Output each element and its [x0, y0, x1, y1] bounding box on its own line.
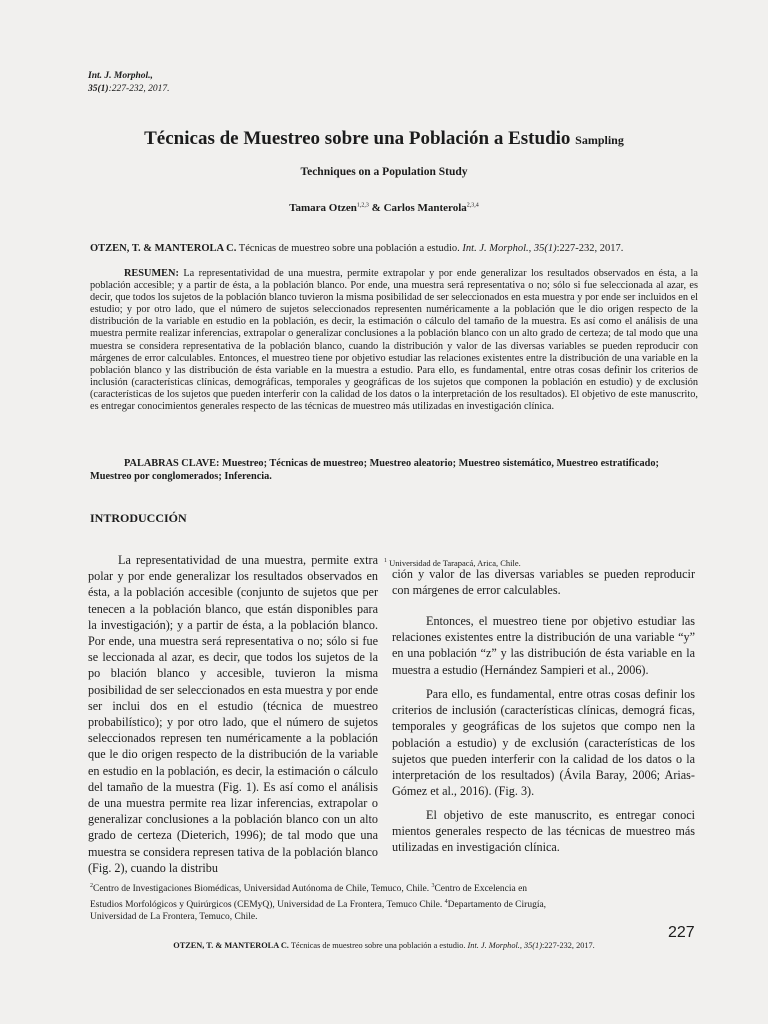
article-title: [0, 128, 768, 150]
keywords-label: PALABRAS CLAVE:: [124, 458, 220, 469]
citation-journal: Int. J. Morphol., 35(1): [462, 243, 557, 254]
citation-line: [90, 243, 623, 254]
affiliation-1-sup: 1: [384, 558, 387, 564]
intro-left-text: La representatividad de una muestra, permite extra polar y por ende generalizar los resultados observados en ésta, a la población accesible (conjunto de sujetos que per tenecen a la población blanco, que están disponibles para la investigación); y a partir de ésta, a la población blanco. Por ende, una muestra será representativa o no; sólo si fue se leccionada al azar, es decir, que todos los sujetos de la po blación blanco y accesible, tuvieron la misma posibilidad de ser seleccionados en esta muestra y por ende ser inclui dos en el estudio (técnica de muestreo probabilístico); y por otro lado, que el número de sujetos seleccionados represen ten numéricamente a la población que le dio origen respecto de la distribución de la variable en estudio en la población, es decir, la estimación o cálculo del tamaño de la muestra (Fig. 1). Es así como el análisis de una muestra permite rea lizar inferencias, extrapolar o generalizar conclusiones a la población blanco con un alto grado de certeza (Dieterich, 1996); de tal modo que una muestra se considera represen tativa de la población blanco (Fig. 2), cuando la distribu: [88, 553, 378, 875]
running-footer: [0, 941, 768, 950]
author-separator: &: [368, 202, 384, 214]
intro-right-p3-text: El objetivo de este manuscrito, es entregar conoci mientos generales respecto de las técnicas de muestreo más utilizadas en investigación clínica.: [392, 808, 695, 855]
citation-authors: OTZEN, T. & MANTEROLA C.: [90, 243, 237, 254]
footnote-3-sup: 3: [431, 883, 435, 889]
journal-pages-year: :227-232, 2017.: [108, 84, 170, 94]
intro-left-column: [88, 552, 378, 876]
journal-volume-issue: 35(1): [88, 84, 109, 94]
author-2-affiliations: 2,3,4: [466, 202, 479, 209]
footer-pages: :227-232, 2017.: [541, 941, 595, 950]
author-1: Tamara Otzen: [289, 202, 357, 214]
title-english-inline: Sampling: [575, 133, 624, 147]
author-1-affiliations: 1,2,3: [356, 202, 369, 209]
section-heading-introduction: INTRODUCCIÓN: [90, 511, 187, 525]
footnotes: [90, 880, 560, 924]
keywords-text: Muestreo; Técnicas de muestreo; Muestreo aleatorio; Muestreo sistemático, Muestreo estratificado; Muestreo por conglomerados; Inferencia.: [90, 458, 659, 482]
footer-authors: OTZEN, T. & MANTEROLA C.: [173, 941, 289, 950]
page-number: 227: [668, 924, 695, 941]
intro-right-p1-text: Entonces, el muestreo tiene por objetivo estudiar las relaciones existentes entre la distribución de una variable “y” en una población “z” y las distribución de ésta variable en la muestra a estudio (Hernández Sampieri et al., 2006).: [392, 614, 695, 677]
abstract-label: RESUMEN:: [124, 268, 179, 279]
citation-pages: :227-232, 2017.: [556, 243, 624, 254]
intro-right-paragraph-1: [392, 613, 695, 678]
abstract: [90, 268, 698, 413]
author-list: [0, 202, 768, 214]
intro-right-paragraph-3: [392, 807, 695, 856]
footnote-3-text: Centro de Excelencia en Estudios Morfológicos y Quirúrgicos (CEMyQ), Universidad de La Frontera, Temuco Chile.: [90, 884, 528, 910]
footer-journal: Int. J. Morphol., 35(1): [467, 941, 542, 950]
intro-right-continuation: ción y valor de las diversas variables se pueden reproducir con márgenes de error calculables.: [392, 567, 695, 598]
author-2: Carlos Manterola: [383, 202, 467, 214]
citation-title: Técnicas de muestreo sobre una población a estudio.: [236, 243, 463, 254]
affiliation-1-text: Universidad de Tarapacá, Arica, Chile.: [389, 557, 521, 568]
journal-header: [88, 70, 170, 96]
footnote-2-sup: 2: [90, 883, 93, 889]
intro-right-p2-text: Para ello, es fundamental, entre otras cosas definir los criterios de inclusión (características clínicas, demográ ficas, temporales y geográficas de los sujetos que compo nen la población a estudio) y de exclusión (características de los sujetos que pueden interferir con la calidad de los datos o la interpretación de los resultados) (Ávila Baray, 2006; Arias-Gómez et al., 2016). (Fig. 3).: [392, 687, 695, 799]
article-subtitle: Techniques on a Population Study: [300, 166, 468, 178]
footnote-4-text: Departamento de Cirugía, Universidad de La Frontera, Temuco, Chile.: [90, 899, 547, 923]
footer-title: Técnicas de muestreo sobre una población a estudio.: [288, 941, 468, 950]
intro-right-paragraph-2: [392, 686, 695, 799]
keywords: [90, 457, 698, 483]
journal-volume-line: [88, 83, 170, 96]
footnote-4-sup: 4: [444, 898, 448, 905]
journal-name: Int. J. Morphol.,: [88, 71, 153, 81]
abstract-text: La representatividad de una muestra, permite extrapolar y por ende generalizar los resultados observados en ésta, a la población accesible; y a partir de ésta, a la población blanco. Por ende, una muestra será representativa o no; sólo si fue seleccionada al azar, es decir, que todos los sujetos de la población blanco tuvieron la misma posibilidad de ser seleccionados en esta muestra y por ende ser incluidos en el estudio; y por otro lado, que el número de sujetos seleccionados representen numéricamente a la población que le dio origen respecto de la distribución de la variable en estudio en la población, es decir, la estimación o cálculo del tamaño de la muestra. Es así como el análisis de una muestra permite realizar inferencias, extrapolar o generalizar conclusiones a la población blanco con un alto grado de certeza; de tal modo que una muestra se considera representativa de la población blanco, cuando la distribución y valor de las diversas variables se pueden reproducir con márgenes de error calculables. Entonces, el muestreo tiene por objetivo estudiar las relaciones existentes entre la distribución de una variable en la población blanco y las distribución de ésta variable en la muestra a estudio. Para ello, es fundamental, entre otras cosas definir los criterios de inclusión (características clínicas, demográficas, temporales y geográficas de los sujetos que componen la población en estudio) y de exclusión (características de los sujetos que pueden interferir con la calidad de los datos o la interpretación de los resultados). El objetivo de este manuscrito, es entregar conocimientos generales respecto de las técnicas de muestreo más utilizadas en investigación clínica.: [90, 268, 698, 413]
footnote-2-text: Centro de Investigaciones Biomédicas, Universidad Autónoma de Chile, Temuco, Chile.: [93, 884, 430, 895]
title-main: Técnicas de Muestreo sobre una Población a Estudio: [144, 128, 571, 149]
